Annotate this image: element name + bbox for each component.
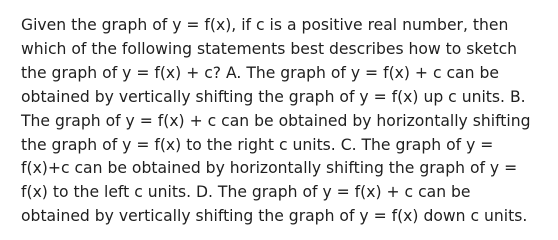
question-line: The graph of y = f(x) + c can be obtained by horizontally shifting bbox=[21, 111, 531, 130]
question-line: Given the graph of y = f(x), if c is a positive real number, then bbox=[21, 16, 509, 34]
question-line: obtained by vertically shifting the graph of y = f(x) down c units. bbox=[21, 207, 528, 226]
question-line: the graph of y = f(x) + c? A. The graph of y = f(x) + c can be bbox=[21, 63, 499, 82]
question-line: which of the following statements best describes how to sketch bbox=[21, 39, 518, 58]
question-text bbox=[21, 14, 545, 229]
question-line: f(x)+c can be obtained by horizontally shifting the graph of y = bbox=[21, 159, 518, 178]
question-line: obtained by vertically shifting the graph of y = f(x) up c units. B. bbox=[21, 87, 526, 106]
question-line: f(x) to the left c units. D. The graph of y = f(x) + c can be bbox=[21, 183, 471, 202]
question-line: the graph of y = f(x) to the right c units. C. The graph of y = bbox=[21, 135, 494, 154]
